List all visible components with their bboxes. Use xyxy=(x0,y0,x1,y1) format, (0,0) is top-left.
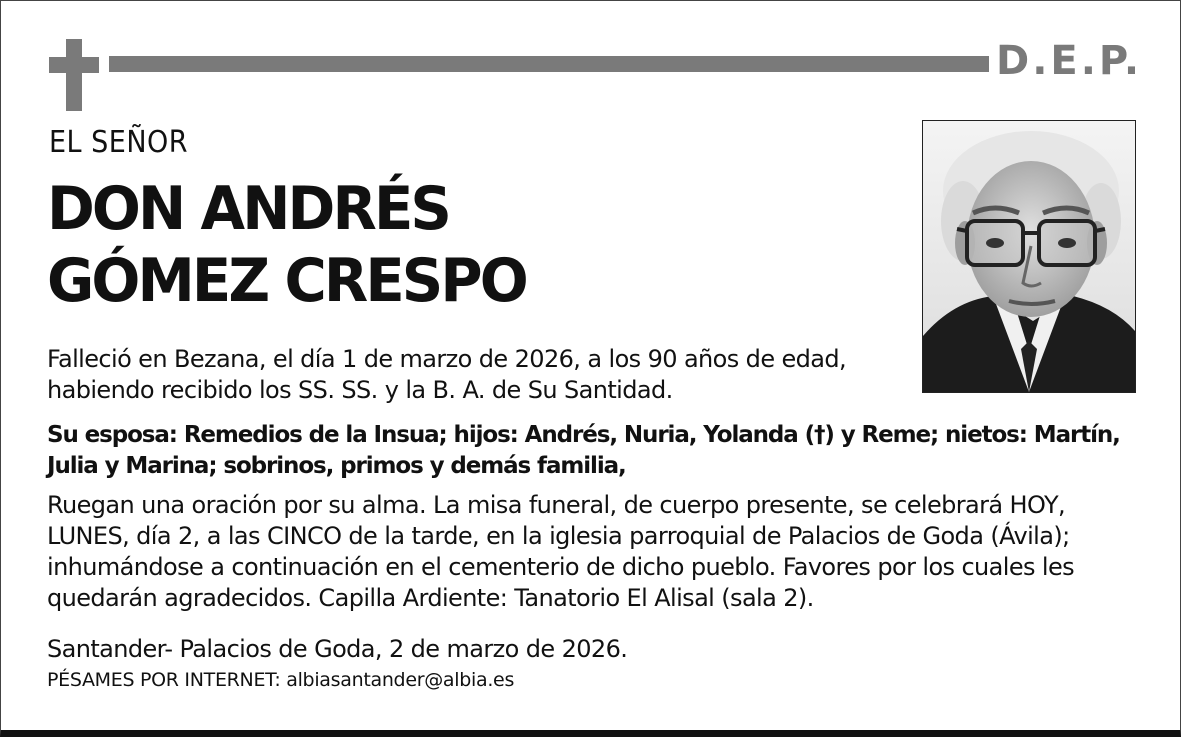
family-line-1: Su esposa: Remedios de la Insua; hijos: Andrés, Nuria, Yolanda (†) y Reme; nietos: Martín, xyxy=(47,422,1120,448)
family-list xyxy=(47,420,1120,482)
portrait-photo xyxy=(922,120,1136,393)
place-date: Santander- Palacios de Goda, 2 de marzo de 2026. xyxy=(47,635,628,663)
portrait-image xyxy=(923,121,1135,392)
death-notice xyxy=(47,344,846,406)
death-notice-line-2: habiendo recibido los SS. SS. y la B. A. de Su Santidad. xyxy=(47,376,673,404)
name-line-1: DON ANDRÉS xyxy=(47,174,450,244)
funeral-line-4: quedarán agradecidos. Capilla Ardiente: Tanatorio El Alisal (sala 2). xyxy=(47,584,814,612)
dep-label: D.E.P. xyxy=(996,38,1143,84)
funeral-line-2: LUNES, día 2, a las CINCO de la tarde, en la iglesia parroquial de Palacios de Goda (Ávila); xyxy=(47,522,1070,550)
name-line-2: GÓMEZ CRESPO xyxy=(47,246,526,316)
funeral-line-3: inhumándose a continuación en el cementerio de dicho pueblo. Favores por los cuales les xyxy=(47,553,1075,581)
family-line-2: Julia y Marina; sobrinos, primos y demás familia, xyxy=(47,453,626,479)
deceased-name xyxy=(47,173,526,317)
cross-icon xyxy=(49,39,99,111)
header-rule xyxy=(109,56,989,72)
death-notice-line-1: Falleció en Bezana, el día 1 de marzo de 2026, a los 90 años de edad, xyxy=(47,345,847,373)
funeral-line-1: Ruegan una oración por su alma. La misa funeral, de cuerpo presente, se celebrará HOY, xyxy=(47,491,1066,519)
title-prefix: EL SEÑOR xyxy=(49,125,189,160)
funeral-details xyxy=(47,490,1074,614)
condolences-line: PÉSAMES POR INTERNET: albiasantander@albia.es xyxy=(47,669,515,691)
